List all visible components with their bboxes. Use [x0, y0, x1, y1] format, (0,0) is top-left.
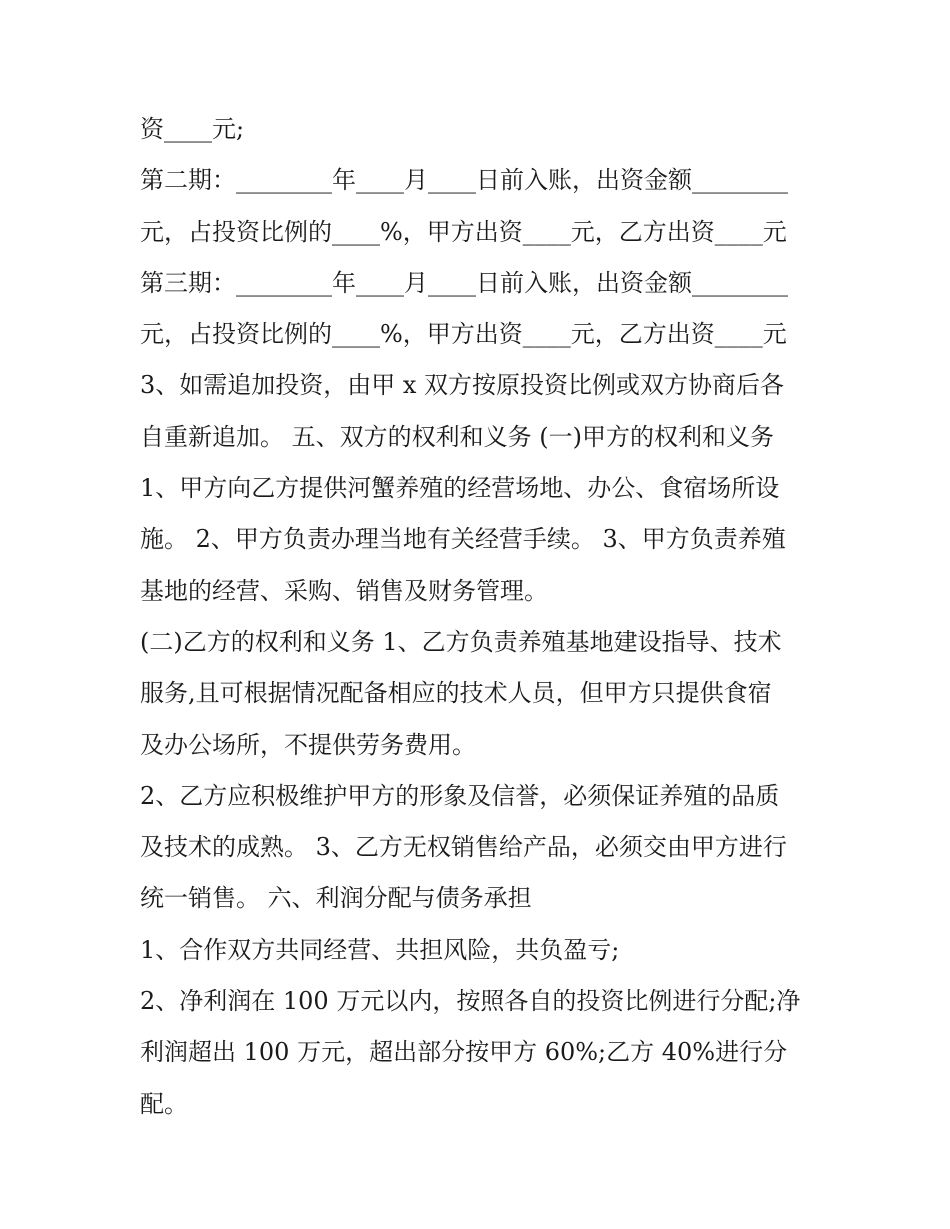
- text-line: 基地的经营、采购、销售及财务管理。: [140, 576, 548, 605]
- text-line: 配。: [140, 1089, 188, 1118]
- text-line: 统一销售。 六、利润分配与债务承担: [140, 884, 532, 913]
- document-body: [140, 104, 820, 1130]
- text-line: 2、净利润在 100 万元以内，按照各自的投资比例进行分配;净: [140, 987, 801, 1016]
- text-line: 及技术的成熟。 3、乙方无权销售给产品，必须交由甲方进行: [140, 833, 787, 862]
- text-line: 自重新追加。 五、双方的权利和义务 (一)甲方的权利和义务: [140, 422, 774, 451]
- text-line: 第三期：________年____月____日前入账，出资金额________: [140, 268, 788, 297]
- text-line: 元，占投资比例的____%，甲方出资____元，乙方出资____元: [140, 217, 787, 246]
- text-line: 1、甲方向乙方提供河蟹养殖的经营场地、办公、食宿场所设: [140, 474, 780, 503]
- text-line: (二)乙方的权利和义务 1、乙方负责养殖基地建设指导、技术: [140, 627, 782, 656]
- text-line: 及办公场所，不提供劳务费用。: [140, 730, 476, 759]
- text-line: 资____元;: [140, 115, 245, 143]
- text-line: 利润超出 100 万元，超出部分按甲方 60%;乙方 40%进行分: [140, 1038, 788, 1067]
- text-line: 2、乙方应积极维护甲方的形象及信誉，必须保证养殖的品质: [140, 781, 780, 810]
- text-line: 1、合作双方共同经营、共担风险，共负盈亏;: [140, 935, 620, 964]
- text-line: 服务,且可根据情况配备相应的技术人员，但甲方只提供食宿: [140, 679, 772, 708]
- text-line: 3、如需追加投资，由甲 x 双方按原投资比例或双方协商后各: [140, 371, 785, 400]
- text-line: 第二期：________年____月____日前入账，出资金额________: [140, 166, 788, 195]
- text-line: 元，占投资比例的____%，甲方出资____元，乙方出资____元: [140, 320, 787, 349]
- text-line: 施。 2、甲方负责办理当地有关经营手续。 3、甲方负责养殖: [140, 525, 786, 554]
